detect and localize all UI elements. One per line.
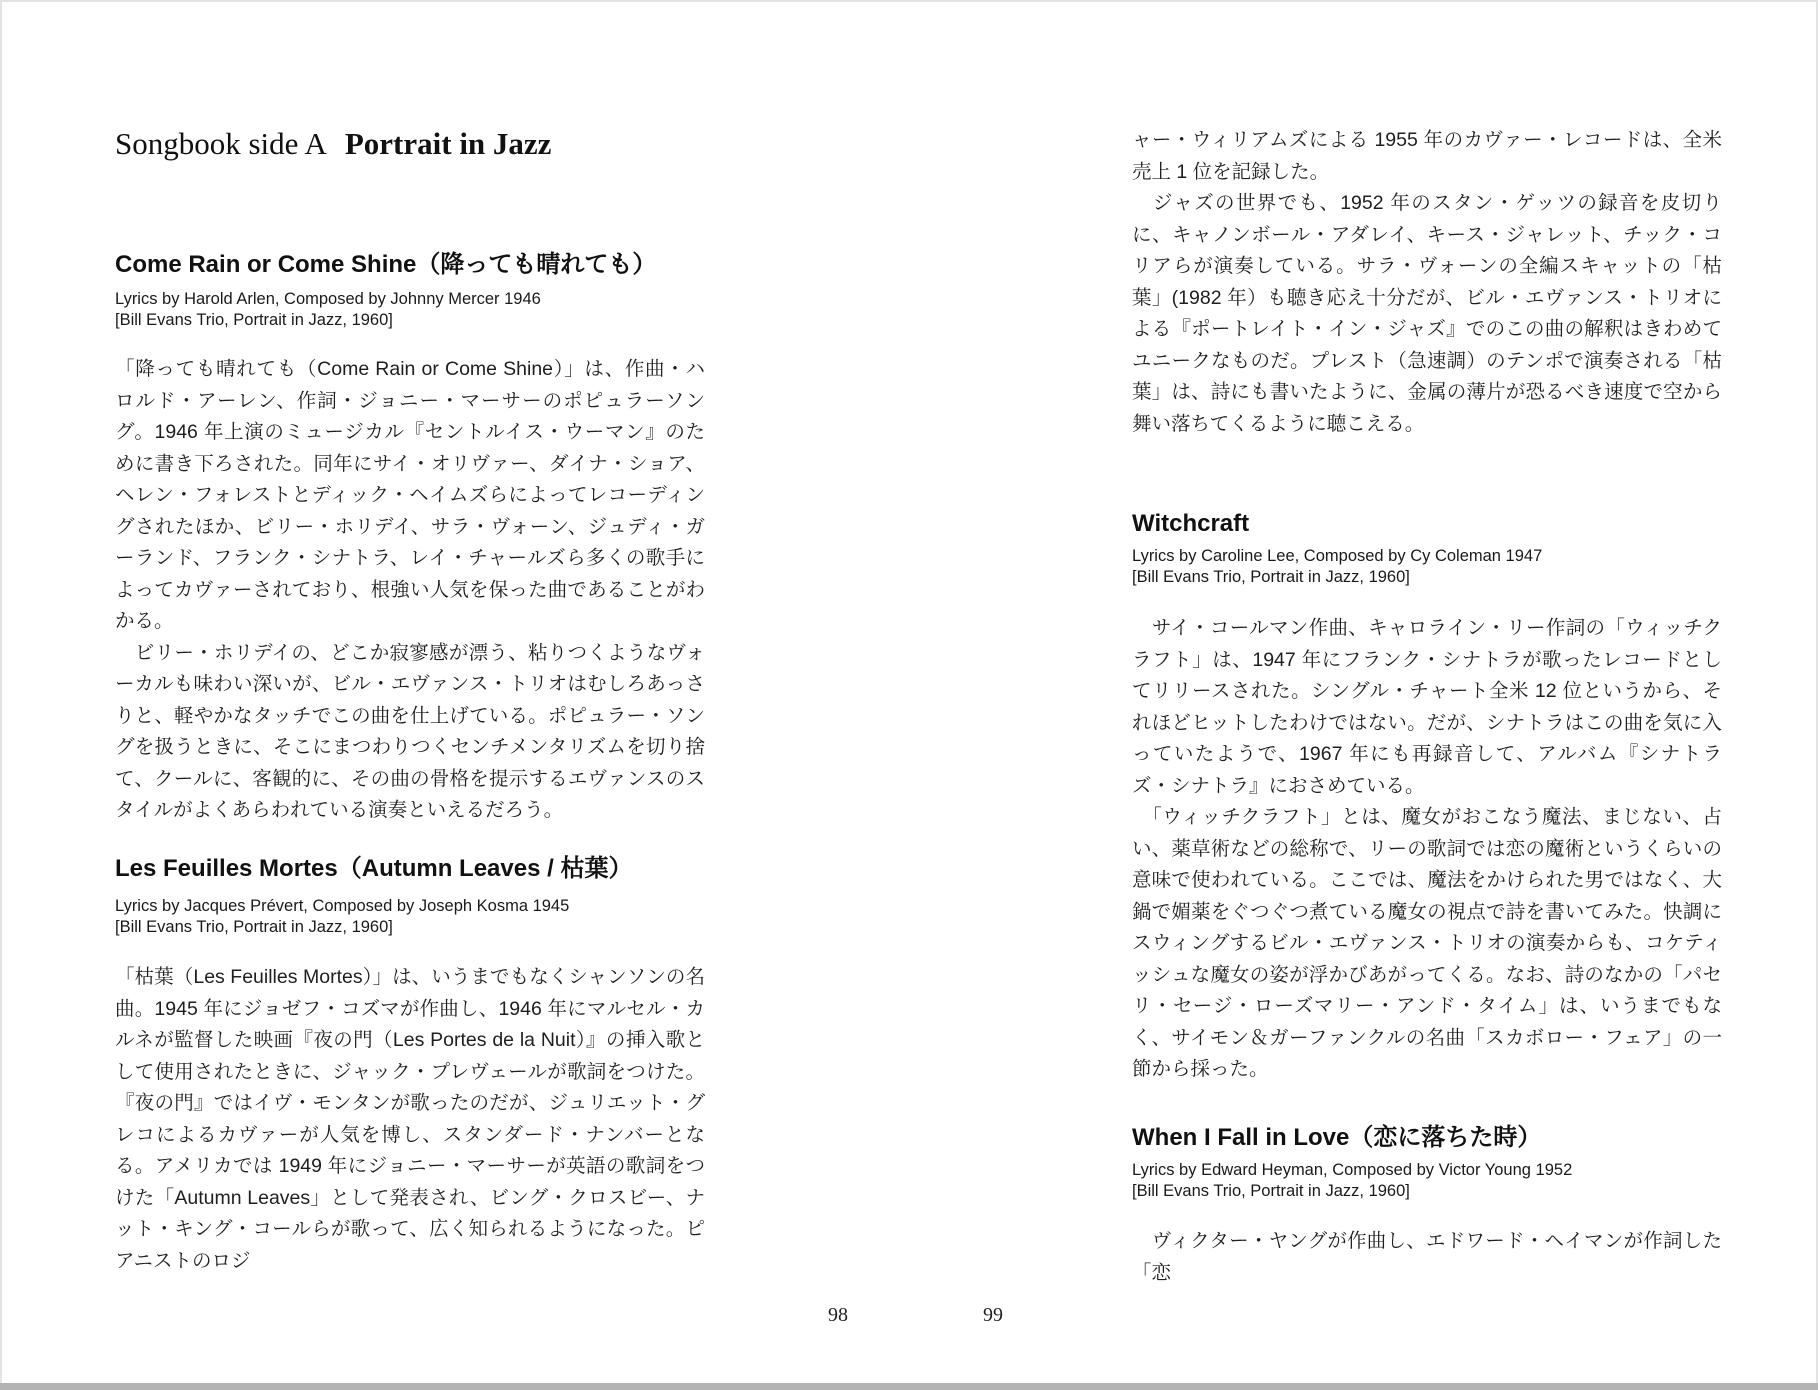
paragraph: 「降っても晴れても（Come Rain or Come Shine）」は、作曲・ハロルド・アーレン、作詞・ジョニー・マーサーのポピュラーソング。1946 年上演のミュージカル『セントルイス・ウーマン』のために書き下ろされた。同年にサイ・オリヴァー、ダイナ・ショア、ヘレン・フォレストとディック・ヘイムズらによってレコーディングされたほか、ビリー・ホリデイ、サラ・ヴォーン、ジュディ・ガーランド、フランク・シナトラ、レイ・チャールズら多くの歌手によってカヴァーされており、根強い人気を保った曲であることがわかる。 xyxy=(115,358,705,632)
paragraph: 「枯葉（Les Feuilles Mortes）」は、いうまでもなくシャンソンの名曲。1945 年にジョゼフ・コズマが作曲し、1946 年にマルセル・カルネが監督した映画『夜の門（Les Portes de la Nuit）』の挿入歌として使用されたときに、ジャック・プレヴェールが歌詞をつけた。『夜の門』ではイヴ・モンタンが歌ったのだが、ジュリエット・グレコによるカヴァーが人気を博し、スタンダード・ナンバーとなる。アメリカでは 1949 年にジョニー・マーサーが英語の歌詞をつけた「Autumn Leaves」として発表され、ビング・クロスビー、ナット・キング・コールらが歌って、広く知られるようになった。ピアニストのロジ xyxy=(115,966,705,1272)
paragraph: ャー・ウィリアムズによる 1955 年のカヴァー・レコードは、全米売上 1 位を記録した。 xyxy=(1132,129,1722,183)
song-title-when-i-fall-in-love: When I Fall in Love（恋に落ちた時） xyxy=(1132,1124,1542,1151)
song-body-witchcraft xyxy=(1132,613,1722,1086)
song-body-come-rain xyxy=(115,354,705,827)
credit-album: [Bill Evans Trio, Portrait in Jazz, 1960] xyxy=(1132,1182,1410,1200)
credit-lyrics: Lyrics by Jacques Prévert, Composed by Joseph Kosma 1945 xyxy=(115,897,570,915)
paragraph: 「ウィッチクラフト」とは、魔女がおこなう魔法、まじない、占い、薬草術などの総称で、リーの歌詞では恋の魔術というくらいの意味で使われている。ここでは、魔法をかけられた男ではなく、大鍋で媚薬をぐつぐつ煮ている魔女の視点で詩を書いてみた。快調にスウィングするビル・エヴァンス・トリオの演奏からも、コケティッシュな魔女の姿が浮かびあがってくる。なお、詩のなかの「パセリ・セージ・ローズマリー・アンド・タイム」は、いうまでもなく、サイモン＆ガーファンクルの名曲「スカボロー・フェア」の一節から採った。 xyxy=(1132,806,1722,1080)
page-number-left: 98 xyxy=(828,1304,848,1326)
credit-lyrics: Lyrics by Caroline Lee, Composed by Cy Coleman 1947 xyxy=(1132,547,1543,565)
paragraph: ジャズの世界でも、1952 年のスタン・ゲッツの録音を皮切りに、キャノンボール・アダレイ、キース・ジャレット、チック・コリアらが演奏している。サラ・ヴォーンの全編スキャットの「枯葉」(1982 年）も聴き応え十分だが、ビル・エヴァンス・トリオによる『ポートレイト・イン・ジャズ』でのこの曲の解釈はきわめてユニークなものだ。プレスト（急速調）のテンポで演奏される「枯葉」は、詩にも書いたように、金属の薄片が恐るべき速度で空から舞い落ちてくるように聴こえる。 xyxy=(1132,192,1722,435)
song-title-witchcraft: Witchcraft xyxy=(1132,510,1250,537)
credit-lyrics: Lyrics by Harold Arlen, Composed by Johnny Mercer 1946 xyxy=(115,290,541,308)
album-title: Portrait in Jazz xyxy=(344,126,552,161)
song-credits-come-rain xyxy=(115,289,705,331)
paragraph: サイ・コールマン作曲、キャロライン・リー作詞の「ウィッチクラフト」は、1947 年にフランク・シナトラが歌ったレコードとしてリリースされた。シングル・チャート全米 12 位というから、それほどヒットしたわけではない。だが、シナトラはこの曲を気に入っていたようで、1967 年にも再録音して、アルバム『シナトラズ・シナトラ』におさめている。 xyxy=(1132,617,1722,797)
paragraph: ヴィクター・ヤングが作曲し、エドワード・ヘイマンが作詞した「恋 xyxy=(1132,1230,1722,1284)
page-top-edge xyxy=(0,0,1818,2)
songbook-series-title: Songbook side A xyxy=(115,126,327,161)
bottom-edge-bar xyxy=(0,1383,1818,1390)
credit-lyrics: Lyrics by Edward Heyman, Composed by Victor Young 1952 xyxy=(1132,1161,1573,1179)
credit-album: [Bill Evans Trio, Portrait in Jazz, 1960] xyxy=(1132,568,1410,586)
credit-album: [Bill Evans Trio, Portrait in Jazz, 1960] xyxy=(115,311,393,329)
song-body-les-feuilles-mortes xyxy=(115,962,705,1277)
paragraph: ビリー・ホリデイの、どこか寂寥感が漂う、粘りつくようなヴォーカルも味わい深いが、ビル・エヴァンス・トリオはむしろあっさりと、軽やかなタッチでこの曲を仕上げている。ポピュラー・ソングを扱うときに、そこにまつわりつくセンチメンタリズムを切り捨て、クールに、客観的に、その曲の骨格を提示するエヴァンスのスタイルがよくあらわれている演奏といえるだろう。 xyxy=(115,641,705,821)
book-header xyxy=(115,124,705,164)
song-title-les-feuilles-mortes: Les Feuilles Mortes（Autumn Leaves / 枯葉） xyxy=(115,855,633,882)
credit-album: [Bill Evans Trio, Portrait in Jazz, 1960] xyxy=(115,918,393,936)
song-body-when-i-fall-in-love xyxy=(1132,1226,1722,1289)
page-number-right: 99 xyxy=(983,1304,1003,1326)
song-credits-when-i-fall-in-love xyxy=(1132,1160,1722,1202)
song-body-les-feuilles-mortes-continued xyxy=(1132,125,1722,440)
song-title-come-rain: Come Rain or Come Shine（降っても晴れても） xyxy=(115,251,657,278)
song-credits-witchcraft xyxy=(1132,546,1722,588)
song-credits-les-feuilles-mortes xyxy=(115,896,705,938)
page-left-edge xyxy=(0,0,2,1390)
